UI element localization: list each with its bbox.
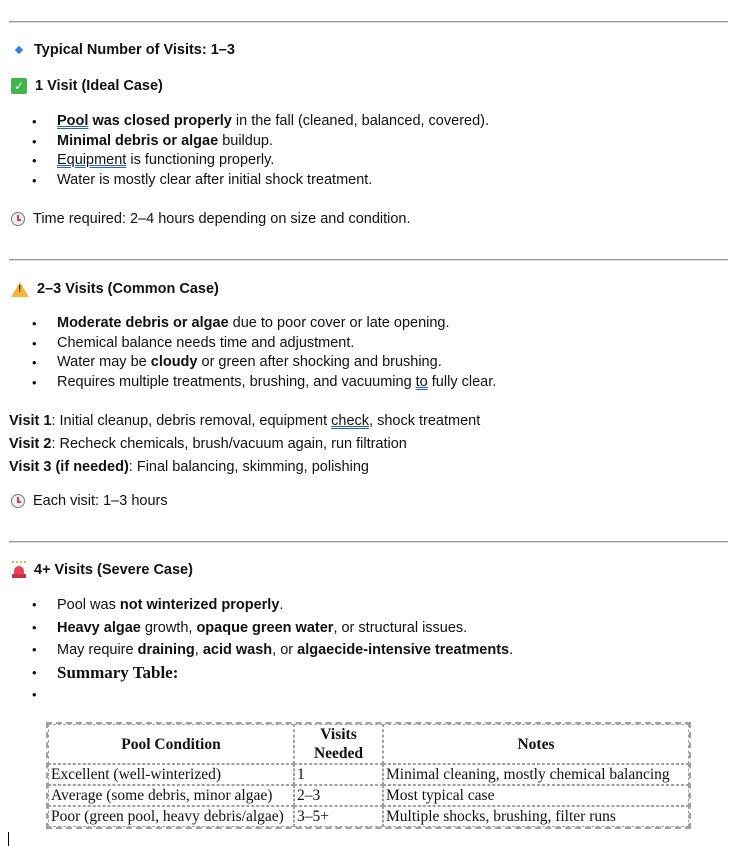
section3-heading: 4+ Visits (Severe Case) [0,562,193,578]
table-row [48,764,689,785]
table-row [48,806,689,827]
table-cell: Average (some debris, minor algae) [48,785,294,806]
visit-line: Visit 3 (if needed): Final balancing, skimming, polishing [9,459,369,475]
section1-bullet-list [0,112,489,190]
empty-list-item [0,684,513,707]
list-item: • Pool was not winterized properly. [0,594,513,617]
section2-time-note: Each visit: 1–3 hours [0,493,168,509]
warning-icon [11,282,29,297]
police-light-icon [12,562,26,578]
horizontal-rule [9,541,728,543]
list-item: • Heavy algae growth, opaque green water, or structural issues. [0,617,513,640]
table-header-row [48,724,689,764]
section2-bullet-list [0,314,496,392]
list-item: • Requires multiple treatments, brushing, and vacuuming to fully clear. [0,373,496,393]
header-visits-needed: Visits Needed [294,724,383,764]
text-cursor [8,832,9,846]
list-item: • May require draining, acid wash, or algaecide-intensive treatments. [0,639,513,662]
clock-icon [11,494,25,508]
table-cell: Most typical case [383,785,689,806]
visit-line: Visit 1: Initial cleanup, debris removal, equipment check, shock treatment [9,413,481,429]
table-cell: 1 [294,764,383,785]
section3-bullet-list [0,594,513,707]
table-cell: 2–3 [294,785,383,806]
list-item: • Chemical balance needs time and adjustment. [0,334,496,354]
list-item: • Water may be cloudy or green after shocking and brushing. [0,353,496,373]
table-cell: Excellent (well-winterized) [48,764,294,785]
list-item: • Pool was closed properly in the fall (cleaned, balanced, covered). [0,112,489,132]
summary-table-label: • Summary Table: [0,662,513,685]
summary-table [46,722,691,829]
section1-heading: ✓ 1 Visit (Ideal Case) [0,78,163,94]
header-notes: Notes [383,724,689,764]
table-cell: Minimal cleaning, mostly chemical balancing [383,764,689,785]
blue-diamond-icon [15,46,23,54]
list-item: • Equipment is functioning properly. [0,151,489,171]
header-pool-condition: Pool Condition [48,724,294,764]
section1-time-note: Time required: 2–4 hours depending on size and condition. [0,211,411,227]
check-mark-icon: ✓ [11,78,27,94]
clock-icon [11,212,25,226]
list-item: • Water is mostly clear after initial shock treatment. [0,171,489,191]
horizontal-rule [9,259,728,261]
table-row [48,785,689,806]
list-item: • Moderate debris or algae due to poor cover or late opening. [0,314,496,334]
list-item: • Minimal debris or algae buildup. [0,132,489,152]
table-cell: 3–5+ [294,806,383,827]
overview-heading: Typical Number of Visits: 1–3 [0,42,235,58]
table-cell: Multiple shocks, brushing, filter runs [383,806,689,827]
horizontal-rule [9,21,728,23]
table-cell: Poor (green pool, heavy debris/algae) [48,806,294,827]
section2-heading: ! 2–3 Visits (Common Case) [0,281,219,297]
visit-line: Visit 2: Recheck chemicals, brush/vacuum again, run filtration [9,436,407,452]
